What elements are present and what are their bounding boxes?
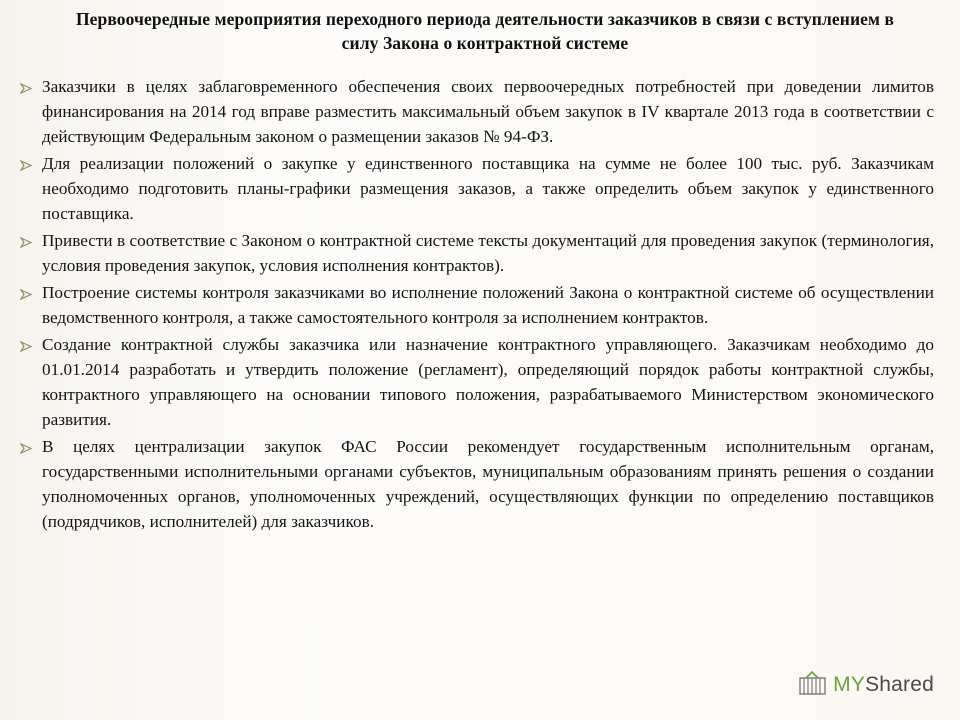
arrow-bullet-icon <box>12 434 42 454</box>
arrow-bullet-icon <box>12 151 42 171</box>
watermark-text-primary: MY <box>833 672 866 696</box>
list-item <box>12 228 948 278</box>
arrow-bullet-icon <box>12 74 42 94</box>
list-item-text: Построение системы контроля заказчиками во исполнение положений Закона о контрактной системе об осуществлении ведомственного контроля, а также самостоятельного контроля за исполнением контрактов. <box>42 283 934 327</box>
list-item-text: В целях централизации закупок ФАС России рекомендует государственным исполнительным органам, государственными исполнительными органами субъектов, муниципальным образованиям принять решения о создании уполномоченных органов, уполномоченных учреждений, осуществляющих функции по определению поставщиков (подрядчиков, исполнителей) для заказчиков. <box>42 437 934 531</box>
page-title: Первоочередные мероприятия переходного периода деятельности заказчиков в связи с вступлением в силу Закона о контрактной системе <box>75 9 895 53</box>
list-item-text: Заказчики в целях заблаговременного обеспечения своих первоочередных потребностей при доведении лимитов финансирования на 2014 год вправе разместить максимальный объем закупок в IV квартале 2013 года в соответствии с действующим Федеральным законом о размещении заказов № 94-ФЗ. <box>42 77 934 146</box>
myshared-logo-icon <box>799 671 826 698</box>
list-item-text: Для реализации положений о закупке у единственного поставщика на сумме не более 100 тыс. руб. Заказчикам необходимо подготовить планы-графики размещения заказов, а также определить объем закупок у единственного поставщика. <box>42 154 934 223</box>
watermark-text-secondary: Shared <box>865 672 934 696</box>
arrow-bullet-icon <box>12 332 42 352</box>
arrow-bullet-icon <box>12 228 42 248</box>
list-item <box>12 332 948 432</box>
list-item <box>12 434 948 534</box>
list-item <box>12 151 948 226</box>
arrow-bullet-icon <box>12 280 42 300</box>
list-item-text: Создание контрактной службы заказчика или назначение контрактного управляющего. Заказчикам необходимо до 01.01.2014 разработать и утвердить положение (регламент), определяющий порядок работы контрактной службы, контрактного управляющего на основании типового положения, разрабатываемого Министерством экономического развития. <box>42 335 934 429</box>
list-item <box>12 74 948 149</box>
list-item <box>12 280 948 330</box>
bullet-list <box>12 74 948 536</box>
watermark <box>799 671 934 698</box>
watermark-text <box>833 673 934 697</box>
list-item-text: Привести в соответствие с Законом о контрактной системе тексты документаций для проведения закупок (терминология, условия проведения закупок, условия исполнения контрактов). <box>42 231 934 275</box>
